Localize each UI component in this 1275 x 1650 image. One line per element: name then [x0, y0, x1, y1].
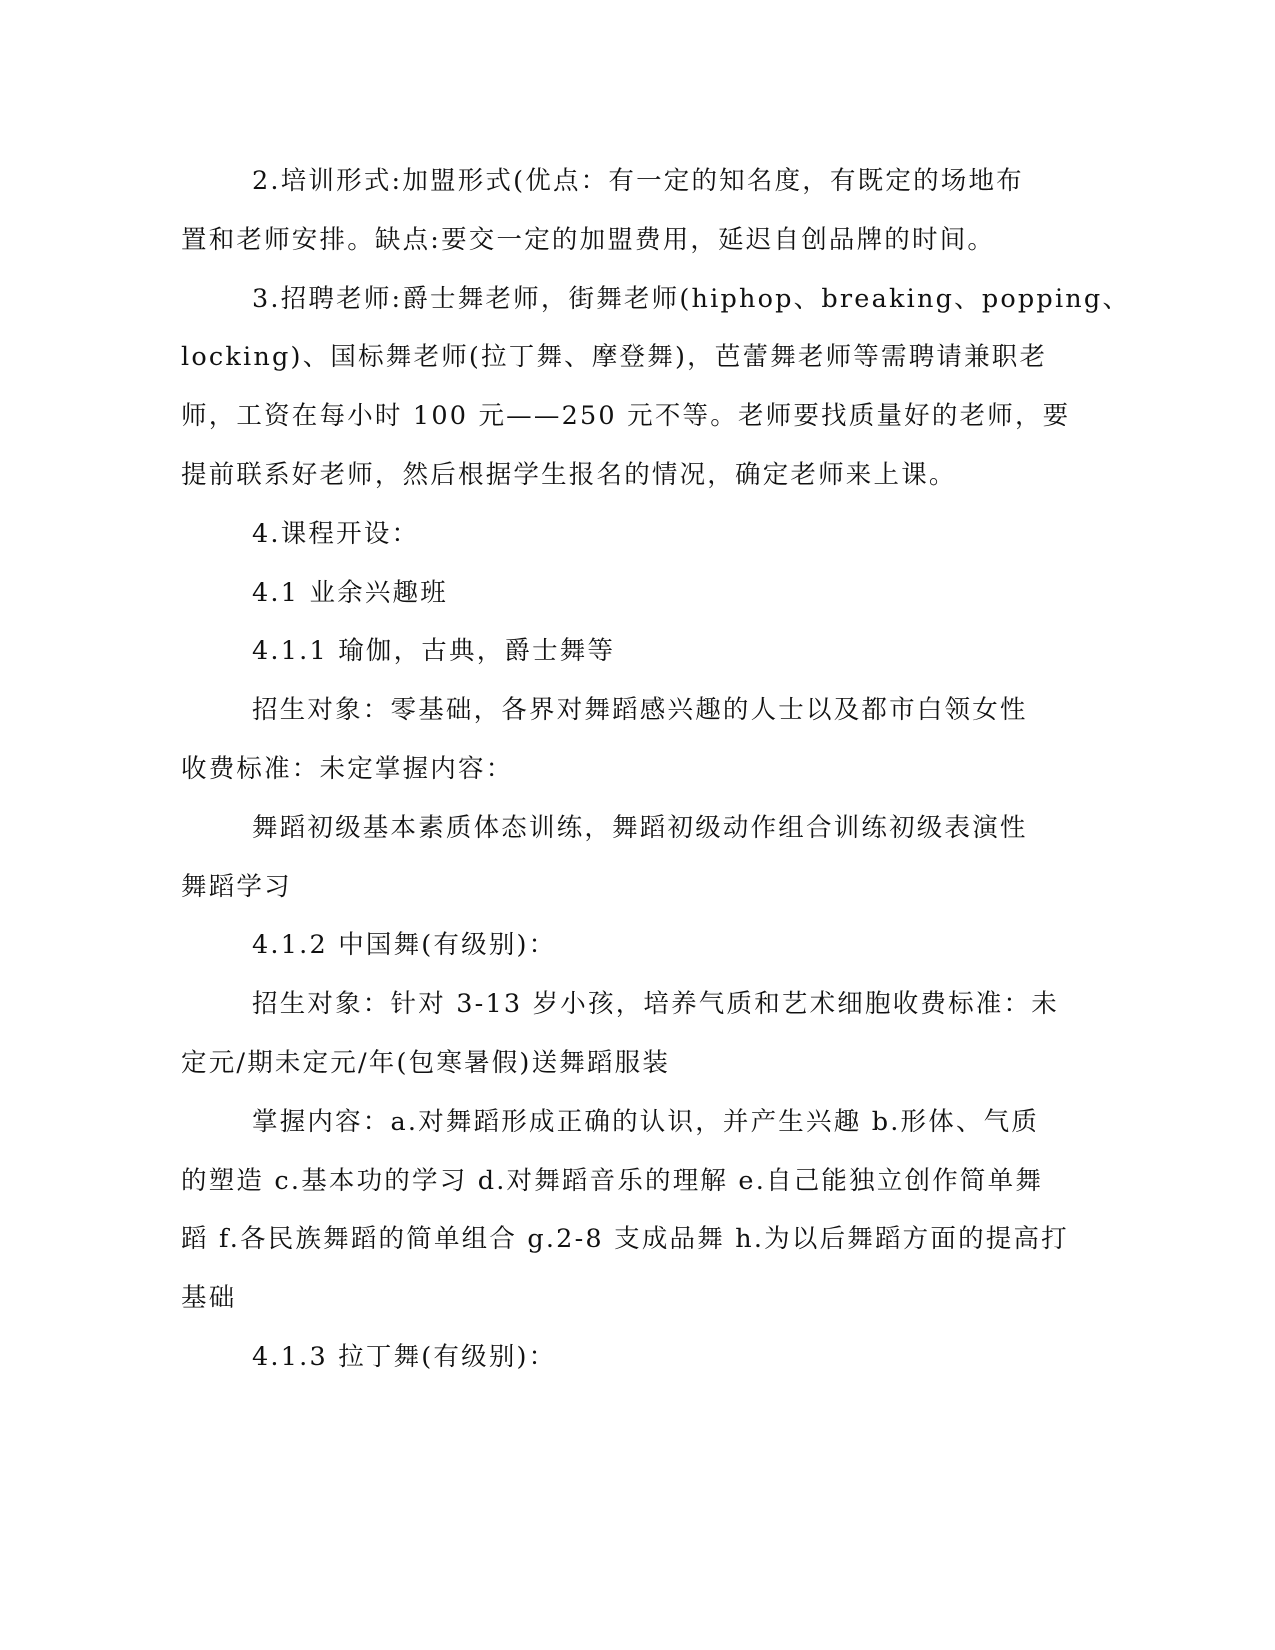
paragraph-content-2	[181, 1093, 1040, 1152]
text-line: 基础	[181, 1283, 237, 1314]
paragraph-teacher-recruitment	[181, 270, 1131, 329]
paragraph-enrollment-target-1-cont	[181, 740, 1037, 799]
paragraph-enrollment-target-2	[181, 975, 1059, 1034]
text-line: 4.1 业余兴趣班	[252, 577, 448, 608]
paragraph-teacher-recruitment-cont	[181, 328, 1071, 504]
text-line: 师，工资在每小时 100 元——250 元不等。老师要找质量好的老师，要	[181, 401, 1071, 432]
text-line: 舞蹈初级基本素质体态训练，舞蹈初级动作组合训练初级表演性	[252, 812, 1028, 843]
paragraph-content-2-cont	[181, 1152, 1069, 1328]
text-line: 置和老师安排。缺点:要交一定的加盟费用，延迟自创品牌的时间。	[181, 224, 996, 255]
paragraph-content-1	[181, 799, 1037, 858]
text-line: 4.1.3 拉丁舞(有级别)：	[252, 1341, 557, 1372]
text-line: locking)、国标舞老师(拉丁舞、摩登舞)，芭蕾舞老师等需聘请兼职老	[181, 342, 1048, 373]
heading-course-offering	[181, 505, 1037, 564]
text-line: 2.培训形式:加盟形式(优点：有一定的知名度，有既定的场地布	[252, 166, 1024, 196]
text-line: 掌握内容：a.对舞蹈形成正确的认识，并产生兴趣 b.形体、气质	[252, 1106, 1040, 1137]
text-line: 的塑造 c.基本功的学习 d.对舞蹈音乐的理解 e.自己能独立创作简单舞	[181, 1165, 1044, 1196]
paragraph-enrollment-target-1	[181, 681, 1037, 740]
heading-hobby-class	[181, 564, 1037, 623]
text-line: 4.1.1 瑜伽，古典，爵士舞等	[252, 636, 616, 667]
paragraph-content-1-cont	[181, 858, 1037, 917]
paragraph-training-format-cont	[181, 211, 1037, 270]
paragraph-training-format	[181, 152, 1037, 211]
text-line: 提前联系好老师，然后根据学生报名的情况，确定老师来上课。	[181, 459, 957, 490]
text-line: 招生对象：零基础，各界对舞蹈感兴趣的人士以及都市白领女性	[252, 695, 1028, 726]
heading-chinese-dance	[181, 916, 1037, 975]
paragraph-enrollment-target-2-cont	[181, 1034, 1037, 1093]
text-line: 招生对象：针对 3-13 岁小孩，培养气质和艺术细胞收费标准：未	[252, 989, 1059, 1020]
text-line: 蹈 f.各民族舞蹈的简单组合 g.2-8 支成品舞 h.为以后舞蹈方面的提高打	[181, 1224, 1069, 1255]
document-body	[181, 152, 1131, 1387]
heading-yoga-classical-jazz	[181, 622, 1037, 681]
text-line: 4.1.2 中国舞(有级别)：	[252, 930, 557, 961]
text-line: 收费标准：未定掌握内容：	[181, 753, 514, 784]
text-line: 4.课程开设：	[252, 518, 420, 549]
text-line: 3.招聘老师:爵士舞老师，街舞老师(hiphop、breaking、popping、	[252, 283, 1131, 314]
text-line: 定元/期未定元/年(包寒暑假)送舞蹈服装	[181, 1047, 671, 1078]
text-line: 舞蹈学习	[181, 871, 292, 902]
heading-latin-dance	[181, 1328, 1037, 1387]
